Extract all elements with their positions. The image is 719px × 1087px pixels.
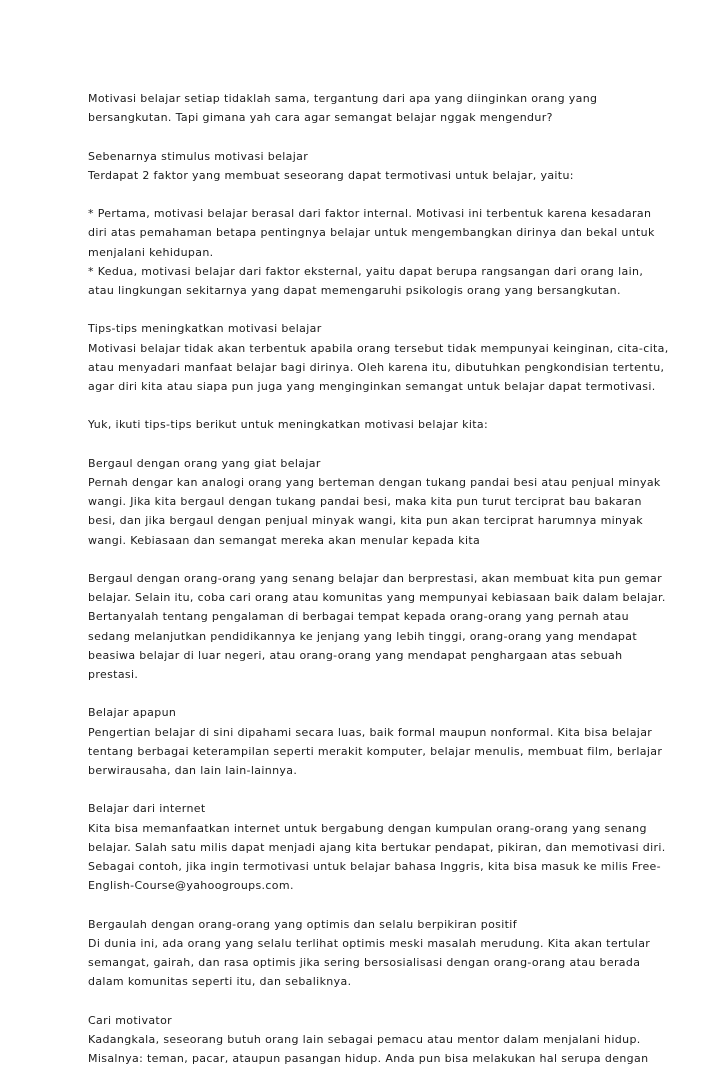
- text-line: Motivasi belajar tidak akan terbentuk apabila orang tersebut tidak mempunyai keinginan, cita-cita,: [88, 341, 669, 355]
- paragraph: [88, 915, 651, 992]
- text-line: * Pertama, motivasi belajar berasal dari faktor internal. Motivasi ini terbentuk karena kesadaran: [88, 207, 652, 221]
- paragraph: [88, 319, 669, 396]
- text-line: * Kedua, motivasi belajar dari faktor eksternal, yaitu dapat berupa rangsangan dari orang lain,: [88, 264, 644, 278]
- text-line: tentang berbagai keterampilan seperti merakit komputer, belajar menulis, membuat film, berlajar: [88, 744, 663, 758]
- text-line: beasiwa belajar di luar negeri, atau orang-orang yang mendapat penghargaan atas sebuah: [88, 648, 623, 662]
- text-line: Sebagai contoh, jika ingin termotivasi untuk belajar bahasa Inggris, kita bisa masuk ke milis Free-: [88, 860, 661, 873]
- text-line: Tips-tips meningkatkan motivasi belajar: [88, 322, 322, 336]
- text-line: Bertanyalah tentang pengalaman di berbagai tempat kepada orang-orang yang pernah atau: [88, 610, 629, 624]
- paragraph: [88, 569, 666, 684]
- text-line: agar diri kita atau siapa pun juga yang menginginkan semangat untuk belajar dapat termotivasi.: [88, 380, 656, 393]
- text-line: belajar. Selain itu, coba cari orang atau komunitas yang mempunyai kebiasaan baik dalam belajar.: [88, 591, 666, 605]
- text-line: Kadangkala, seseorang butuh orang lain sebagai pemacu atau mentor dalam menjalani hidup.: [88, 1032, 641, 1046]
- text-line: sedang melanjutkan pendidikannya ke jenjang yang lebih tinggi, orang-orang yang mendapat: [88, 629, 638, 643]
- text-line: dalam komunitas seperti itu, dan sebaliknya.: [88, 975, 352, 989]
- text-line: Bergaul dengan orang yang giat belajar: [88, 456, 321, 470]
- paragraph: [88, 454, 661, 550]
- text-line: diri atas pemahaman betapa pentingnya belajar untuk mengembangkan dirinya dan bekal untuk: [88, 226, 655, 240]
- text-line: Kita bisa memanfaatkan internet untuk bergabung dengan kumpulan orang-orang yang senang: [88, 821, 647, 835]
- text-line: Cari motivator: [88, 1013, 173, 1027]
- paragraph: [88, 204, 655, 300]
- text-line: atau lingkungan sekitarnya yang dapat memengaruhi psikologis orang yang bersangkutan.: [88, 284, 621, 297]
- paragraph: [88, 147, 643, 185]
- text-line: berwirausaha, dan lain lain-lainnya.: [88, 764, 298, 777]
- paragraph: [88, 1011, 649, 1069]
- text-line: wangi. Kebiasaan dan semangat mereka akan menular kepada kita: [88, 533, 481, 547]
- text-line: bersangkutan. Tapi gimana yah cara agar semangat belajar nggak mengendur?: [88, 111, 553, 125]
- text-line: Sebenarnya stimulus motivasi belajar: [88, 149, 309, 163]
- text-line: Belajar apapun: [88, 706, 177, 720]
- text-line: Pengertian belajar di sini dipahami secara luas, baik formal maupun nonformal. Kita bisa belajar: [88, 725, 653, 739]
- text-line: Bergaulah dengan orang-orang yang optimis dan selalu berpikiran positif: [88, 917, 517, 931]
- text-line: wangi. Jika kita bergaul dengan tukang pandai besi, maka kita pun turut terciprat bau bakaran: [88, 495, 642, 509]
- text-line: prestasi.: [88, 668, 139, 681]
- text-line: semangat, gairah, dan rasa optimis jika sering bersosialisasi dengan orang-orang atau berada: [88, 956, 641, 969]
- text-line: Terdapat 2 faktor yang membuat seseorang dapat termotivasi untuk belajar, yaitu:: [88, 168, 574, 182]
- text-line: Yuk, ikuti tips-tips berikut untuk meningkatkan motivasi belajar kita:: [88, 418, 489, 432]
- text-line: Di dunia ini, ada orang yang selalu terlihat optimis meski masalah merudung. Kita akan tertular: [88, 936, 651, 950]
- document-body: [88, 89, 669, 1087]
- paragraph: [88, 799, 666, 895]
- text-line: atau menyadari manfaat belajar bagi dirinya. Oleh karena itu, dibutuhkan pengkondisian tertentu,: [88, 360, 665, 374]
- text-line: Misalnya: teman, pacar, ataupun pasangan hidup. Anda pun bisa melakukan hal serupa dengan: [88, 1052, 649, 1065]
- paragraph: [88, 89, 643, 127]
- text-line: Bergaul dengan orang-orang yang senang belajar dan berprestasi, akan membuat kita pun gemar: [88, 571, 662, 585]
- text-line: Motivasi belajar setiap tidaklah sama, tergantung dari apa yang diinginkan orang yang: [88, 92, 598, 105]
- text-line: belajar. Salah satu milis dapat menjadi ajang kita bertukar pendapat, pikiran, dan memotivasi diri.: [88, 840, 666, 854]
- text-line: English-Course@yahoogroups.com.: [88, 879, 294, 893]
- paragraph: [88, 703, 663, 780]
- text-line: Belajar dari internet: [88, 802, 206, 816]
- text-line: besi, dan jika bergaul dengan penjual minyak wangi, kita pun akan terciprat harumnya minyak: [88, 514, 644, 528]
- text-line: Pernah dengar kan analogi orang yang berteman dengan tukang pandai besi atau penjual minyak: [88, 475, 661, 489]
- paragraph: [88, 415, 643, 434]
- text-line: menjalani kehidupan.: [88, 245, 214, 259]
